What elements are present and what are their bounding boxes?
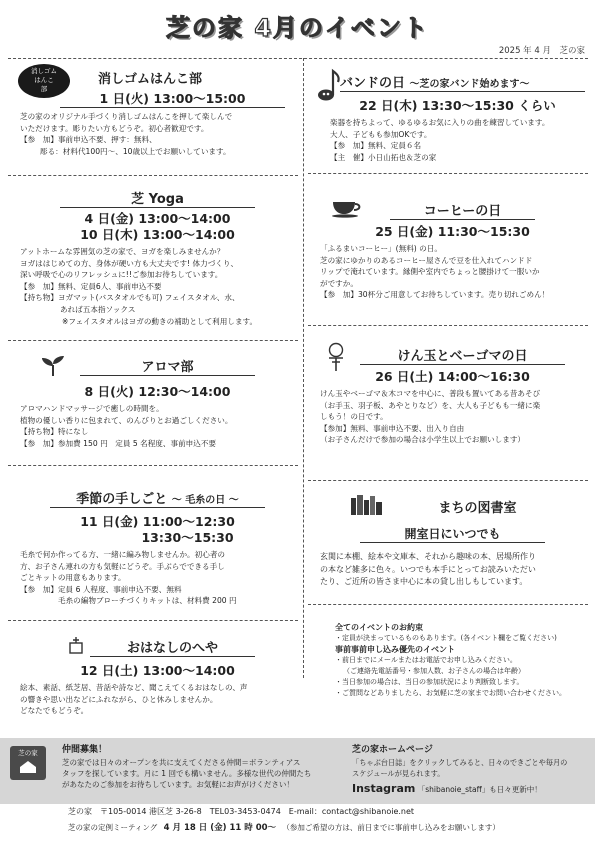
event-time: 13:30～15:30 bbox=[141, 530, 234, 545]
contact-address: 芝の家 〒105-0014 港区芝 3-26-8 TEL03-3453-0474 E-mail：contact@shibanoie.net bbox=[68, 807, 415, 816]
divider bbox=[8, 465, 298, 466]
event-title: アロマ部 bbox=[80, 356, 255, 376]
footer-band bbox=[0, 738, 595, 804]
divider bbox=[8, 620, 298, 621]
event-time: 10 日(木) 13:00～14:00 bbox=[80, 227, 235, 242]
notice-rules: 全てのイベントのお約束 ・定員が決まっているものもあります。(各イベント欄をご覧ください) 事前事前申し込み優先のイベント ・前日までにメールまたはお電話でお申し込みください。 （ご連絡先電話番号・参加人数、お子さんの場合は年齢） ・当日参加の場合は、当日の参加状況により判断致します。 ・ご質問などありましたら、お気軽に芝の家までお問い合わせください。 bbox=[335, 622, 585, 699]
event-title: 芝 Yoga bbox=[60, 188, 255, 208]
event-time: 8 日(火) 12:30～14:00 bbox=[84, 384, 231, 399]
event-description: アットホームな雰囲気の芝の家で、ヨガを楽しみませんか？ ヨガははじめての方、身体が硬い方も大丈夫です! 体力づくり、 深い呼吸で心のリフレッシュに!!ご参加お待ちしています。 【参 加】無料、定員6人、事前申込不要 【持ち物】ヨガマット(バスタオルでも可) フェイスタオル、水、 あれば五本指ソックス ※フェイスタオルはヨガの動きの補助として利用します。 bbox=[20, 247, 258, 326]
divider bbox=[8, 58, 588, 59]
event-band bbox=[330, 72, 585, 163]
event-time: 22 日(木) 13:30～15:30 くらい bbox=[359, 98, 556, 113]
eraser-stamp-icon: 消しゴム はんこ 部 bbox=[18, 64, 70, 98]
center-divider bbox=[303, 58, 304, 678]
homepage-section: 芝の家ホームページ 「ちゃぶ台日誌」をクリックしてみると、日々のできごとや毎月の スケジュールが見られます。 Instagram 「shibanoie_staff」も日々更新中！ bbox=[352, 742, 588, 795]
event-title: けん玉とベーゴマの日 bbox=[360, 345, 565, 365]
event-title: まちの図書室 bbox=[438, 501, 517, 516]
event-title: バンドの日 ～芝の家バンド始めます～ bbox=[340, 72, 585, 92]
recruit-title: 仲間募集！ bbox=[62, 745, 108, 755]
event-title: おはなしのへや bbox=[90, 637, 255, 657]
page-title: 芝の家 4月のイベント bbox=[165, 14, 430, 42]
event-description: けん玉やベーゴマ＆木コマを中心に、普段も置いてある昔あそび （お手玉、羽子板、あやとりなど）を、大人も子どもも一緒に楽 しもう！の日です。 【参加】無料、事前申込不要、出入り自由 （お子さんだけで参加の場合は小学生以上でお願いします） bbox=[320, 389, 541, 445]
divider bbox=[8, 175, 298, 176]
event-title: 季節の手しごと ～ 毛糸の日 ～ bbox=[50, 488, 265, 508]
event-title: コーヒーの日 bbox=[390, 200, 535, 220]
event-story-room bbox=[20, 637, 295, 717]
house-icon bbox=[19, 760, 37, 774]
event-description: 玄関に本棚、絵本や文庫本、それから趣味の本、居場所作り の本など雑多に色々。いつでも本手にとってお読みいただい たり、ご近所の皆さま中心に本の貸し出しもしています。 bbox=[320, 552, 536, 586]
event-title: 消しゴムはんこ部 bbox=[97, 72, 202, 87]
event-time: 12 日(土) 13:00～14:00 bbox=[80, 663, 235, 678]
homepage-title: 芝の家ホームページ bbox=[352, 745, 433, 755]
divider bbox=[308, 604, 588, 605]
event-time: 25 日(金) 11:30～15:30 bbox=[375, 224, 530, 239]
event-time: 11 日(金) 11:00～12:30 bbox=[80, 514, 235, 529]
event-kendama bbox=[320, 345, 585, 446]
event-time: 4 日(金) 13:00～14:00 bbox=[84, 211, 231, 226]
divider bbox=[8, 340, 298, 341]
event-description: 「ふるまいコーヒー」(無料) の日。 芝の家にゆかりのあるコーヒー屋さんで豆を仕入れてハンドド リップで淹れています。縁側や室内でちょっと腰掛けて一服いか がですか。 【参 加】30杯分ご用意してお待ちしています。売り切れごめん！ bbox=[320, 244, 550, 300]
divider bbox=[308, 480, 588, 481]
event-seasonal-craft bbox=[20, 488, 295, 607]
event-eraser-stamp bbox=[20, 68, 295, 157]
notice-heading: 事前事前申し込み優先のイベント bbox=[335, 645, 455, 654]
divider bbox=[308, 325, 588, 326]
event-coffee bbox=[320, 200, 585, 301]
shibanoie-logo: 芝の家 bbox=[10, 746, 46, 780]
event-library bbox=[320, 497, 585, 589]
event-description: アロマハンドマッサージで癒しの時間を。 植物の優しい香りに包まれて、のんびりとお過ごしください。 【持ち物】特になし 【参 加】参加費 150 円 定員 5 名程度、事前申込不要 bbox=[20, 404, 233, 448]
issue-date: 2025 年 4 月 芝の家 bbox=[498, 46, 585, 56]
event-aroma bbox=[20, 356, 295, 449]
notice-heading: 全てのイベントのお約束 bbox=[335, 623, 423, 632]
event-time: 開室日にいつでも bbox=[360, 526, 545, 543]
meeting-info: 芝の家の定例ミーティング 4 月 18 日 (金) 11 時 00～ （参加ご希望の方は、前日までに事前申し込みをお願いします） bbox=[68, 823, 500, 833]
divider bbox=[308, 173, 588, 174]
event-time: 26 日(土) 14:00～16:30 bbox=[375, 369, 530, 384]
event-yoga bbox=[20, 188, 295, 327]
event-description: 楽器を持ちよって、ゆるゆるお気に入りの曲を練習しています。 大人、子どもも参加OKです。 【参 加】無料、定員６名 【主 催】小日山拓也＆芝の家 bbox=[330, 118, 550, 162]
event-description: 毛糸で何か作ってる方、一緒に編み物しませんか。初心者の 方、お子さん連れの方も気軽にどうぞ。手ぶらでできる手し ごとキットの用意もあります。 【参 加】定員 6 人程度、事前申込不要、無料 毛糸の編物ブローチづくりキットは、材料費 200 円 bbox=[20, 550, 237, 606]
event-description: 絵本、素話、紙芝居、昔話や詩など、聞こえてくるおはなしの、声 の響きや思い出などにふれながら、ひと休みしませんか。 どなたでもどうぞ。 bbox=[20, 683, 248, 716]
recruit-section: 仲間募集！ 芝の家では日々のオープンを共に支えてくださる仲間＝ボランティアス タッフを探しています。月に 1 回でも構いません。多様な世代の仲間たち があなたのご参加をお待ちしています。お気軽にお声がけください！ bbox=[62, 742, 332, 790]
instagram-line[interactable]: Instagram 「shibanoie_staff」も日々更新中！ bbox=[352, 782, 542, 795]
event-description: 芝の家のオリジナル手づくり消しゴムはんこを押して楽しんで いただけます。彫りたい方もどうぞ。初心者歓迎です。 【参 加】事前申込不要、押す：無料、 彫る：材料代100円～、10歳以上でお願いしています。 bbox=[20, 112, 233, 156]
event-time: 1 日(火) 13:00～15:00 bbox=[60, 91, 285, 108]
